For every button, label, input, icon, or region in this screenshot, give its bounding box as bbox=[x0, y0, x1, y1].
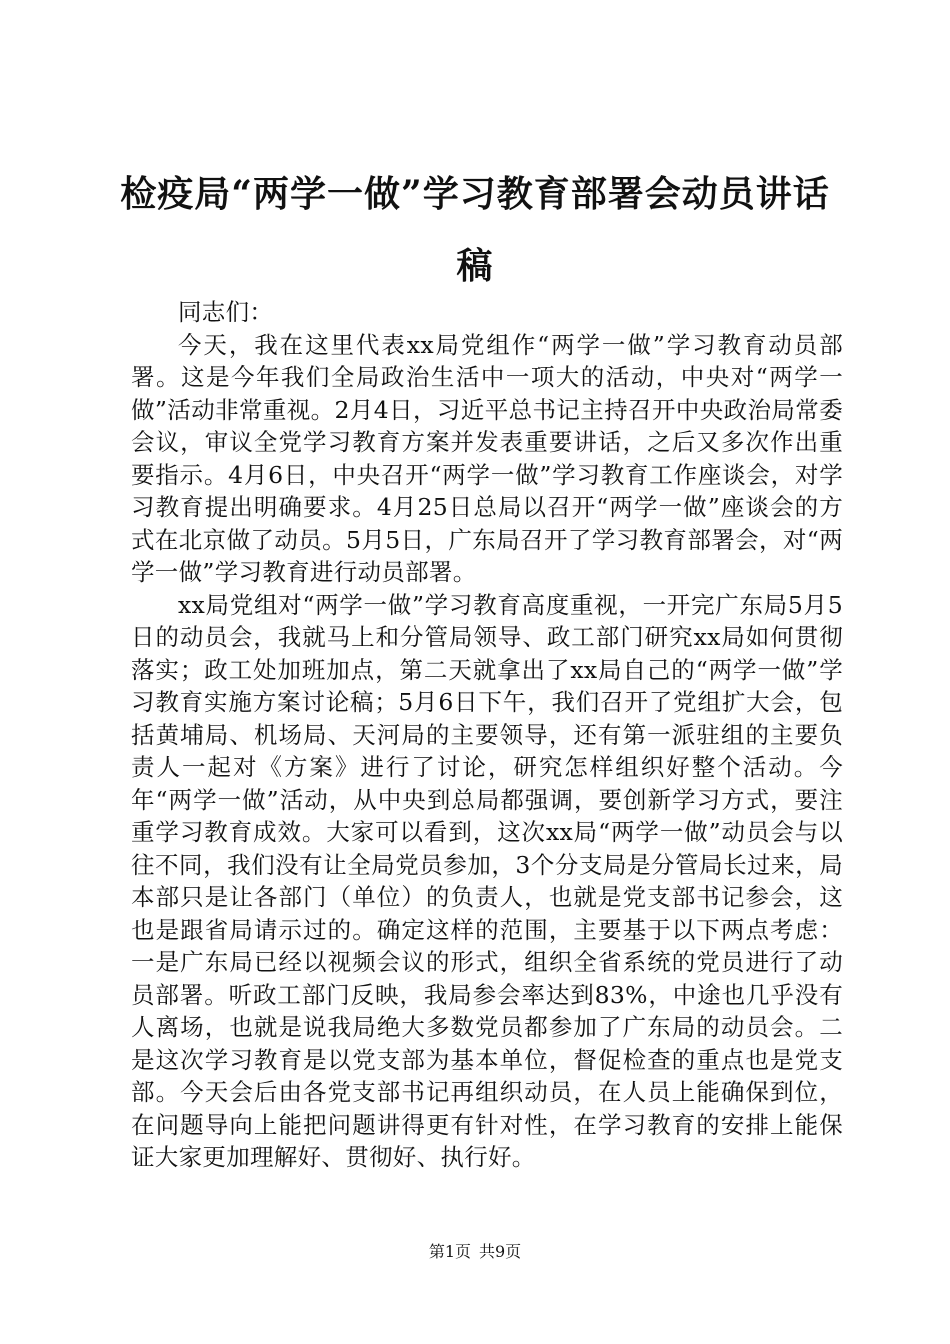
salutation: 同志们： bbox=[178, 298, 274, 326]
page-number: 第1页 bbox=[428, 1242, 471, 1261]
paragraph-2: xx局党组对“两学一做”学习教育高度重视，一开完广东局5月5日的动员会，我就马上和分管局领导、政工部门研究xx局如何贯彻落实；政工处加班加点，第二天就拿出了xx局自己的“两学一做”学习教育实施方案讨论稿；5月6日下午，我们召开了党组扩大会，包括黄埔局、机场局、天河局的主要领导，还有第一派驻组的主要负责人一起对《方案》进行了讨论，研究怎样组织好整个活动。今年“两学一做”活动，从中央到总局都强调，要创新学习方式，要注重学习教育成效。大家可以看到，这次xx局“两学一做”动员会与以往不同，我们没有让全局党员参加，3个分支局是分管局长过来，局本部只是让各部门（单位）的负责人，也就是党支部书记参会，这也是跟省局请示过的。确定这样的范围，主要基于以下两点考虑：一是广东局已经以视频会议的形式，组织全省系统的党员进行了动员部署。听政工部门反映，我局参会率达到83%，中途也几乎没有人离场，也就是说我局绝大多数党员都参加了广东局的动员会。二是这次学习教育是以党支部为基本单位，督促检查的重点也是党支部。今天会后由各党支部书记再组织动员，在人员上能确保到位，在问题导向上能把问题讲得更有针对性，在学习教育的安排上能保证大家更加理解好、贯彻好、执行好。 bbox=[131, 590, 843, 1171]
paragraph-1: 今天，我在这里代表xx局党组作“两学一做”学习教育动员部署。这是今年我们全局政治生活中一项大的活动，中央对“两学一做”活动非常重视。2月4日，习近平总书记主持召开中央政治局常委会议，审议全党学习教育方案并发表重要讲话，之后又多次作出重要指示。4月6日，中央召开“两学一做”学习教育工作座谈会，对学习教育提出明确要求。4月25日总局以召开“两学一做”座谈会的方式在北京做了动员。5月5日，广东局召开了学习教育部署会，对“两学一做”学习教育进行动员部署。 bbox=[131, 330, 843, 586]
page-footer bbox=[0, 1240, 950, 1264]
page-total: 共9页 bbox=[479, 1242, 522, 1261]
document-title: 检疫局“两学一做”学习教育部署会动员讲话稿 bbox=[120, 173, 830, 287]
document-body bbox=[131, 296, 843, 1174]
